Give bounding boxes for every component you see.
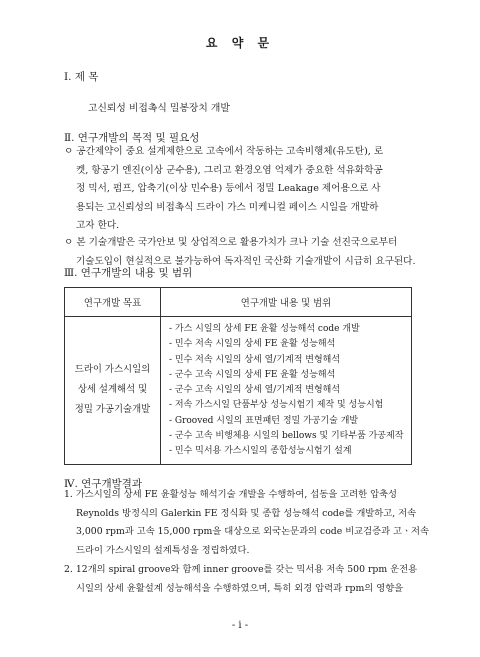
scope-item: - 민수 저속 시일의 상세 열/기계적 변형해석 <box>169 354 341 365</box>
paragraph-line: 2. 12개의 spiral groove와 함께 inner groove를 갖는 믹서용 저속 500 rpm 운전용 <box>64 564 418 575</box>
paragraph-line: 고자 한다. <box>76 220 120 231</box>
scope-item: - 민수 믹서용 가스시일의 종합성능시험기 설계 <box>169 446 352 457</box>
section4-item1 <box>64 486 434 560</box>
paragraph-line: Reynolds 방정식의 Galerkin FE 정식화 및 종합 성능해석 code를 개발하고, 저속 <box>76 507 417 519</box>
paragraph-line: 3,000 rpm과 고속 15,000 rpm을 대상으로 외국논문과의 code 비교검증과 고ㆍ저속 <box>76 526 429 537</box>
scope-item: - 저속 가스시일 단품부상 성능시험기 제작 및 성능시험 <box>169 400 384 411</box>
paragraph-line: ㅇ 본 기술개발은 국가안보 및 상업적으로 활용가치가 크나 기술 선진국으로부터 <box>64 237 398 248</box>
scope-item: - 군수 고속 시일의 상세 FE 윤활 성능해석 <box>169 369 336 380</box>
section2-paragraph1 <box>64 143 424 236</box>
paragraph-line: 드라이 가스시일의 설계특성을 정립하였다. <box>76 544 250 556</box>
table-header-goal: 연구개발 목표 <box>65 288 161 317</box>
paragraph-line: 기술도입이 현실적으로 불가능하여 독자적인 국산화 기술개발이 시급히 요구된다. <box>76 255 416 267</box>
paragraph-line: 켓, 항공기 엔진(이상 군수용), 그리고 환경오염 억제가 중요한 석유화학공 <box>76 164 383 176</box>
page-title: 요 약 문 <box>205 36 275 50</box>
paragraph-line: 용되는 고신뢰성의 비접촉식 드라이 가스 미케니컬 페이스 시일을 개발하 <box>76 201 379 213</box>
goal-line: 상세 설계해석 및 <box>77 384 148 396</box>
paragraph-line: 1. 가스시일의 상세 FE 윤활성능 해석기술 개발을 수행하여, 섭동을 고려한 압축성 <box>64 489 398 500</box>
section3-heading: Ⅲ. 연구개발의 내용 및 범위 <box>64 267 193 279</box>
page-number: - i - <box>231 620 249 631</box>
goal-line: 정밀 가공기술개발 <box>74 404 151 416</box>
research-plan-table <box>64 287 412 465</box>
goal-cell <box>65 317 161 465</box>
section2-heading: Ⅱ. 연구개발의 목적 및 필요성 <box>64 132 200 144</box>
table-header-row <box>65 288 412 317</box>
goal-line: 드라이 가스시일의 <box>74 364 151 376</box>
section4-heading: Ⅳ. 연구개발결과 <box>64 478 143 490</box>
scope-item: - Grooved 시일의 표면패턴 정밀 가공기술 개발 <box>169 415 359 426</box>
table-header-scope: 연구개발 내용 및 범위 <box>161 288 412 317</box>
scope-item: - 군수 고속 비행체용 시일의 bellows 및 기타부품 가공제작 <box>169 431 404 442</box>
scope-item: - 군수 고속 시일의 상세 열/기계적 변형해석 <box>169 385 341 396</box>
table-row <box>65 317 412 465</box>
section1-text: 고신뢰성 비접촉식 밀봉장치 개발 <box>88 103 230 114</box>
paragraph-line: 시일의 상세 윤활설계 성능해석을 수행하였으며, 특히 외경 압력과 rpm의 영향을 <box>76 582 404 594</box>
scope-item: - 민수 저속 시일의 상세 FE 윤활 성능해석 <box>169 339 336 350</box>
section4-item2 <box>64 561 434 598</box>
paragraph-line: ㅇ 공간제약이 중요 설계제한으로 고속에서 작동하는 고속비행체(유도탄), 로 <box>64 146 384 157</box>
scope-item: - 가스 시일의 상세 FE 윤활 성능해석 code 개발 <box>169 324 360 334</box>
section1-heading: Ⅰ. 제 목 <box>64 71 99 83</box>
scope-cell <box>161 317 412 465</box>
paragraph-line: 정 믹서, 펌프, 압축기(이상 민수용) 등에서 정밀 Leakage 제어용으로 사 <box>76 183 381 194</box>
